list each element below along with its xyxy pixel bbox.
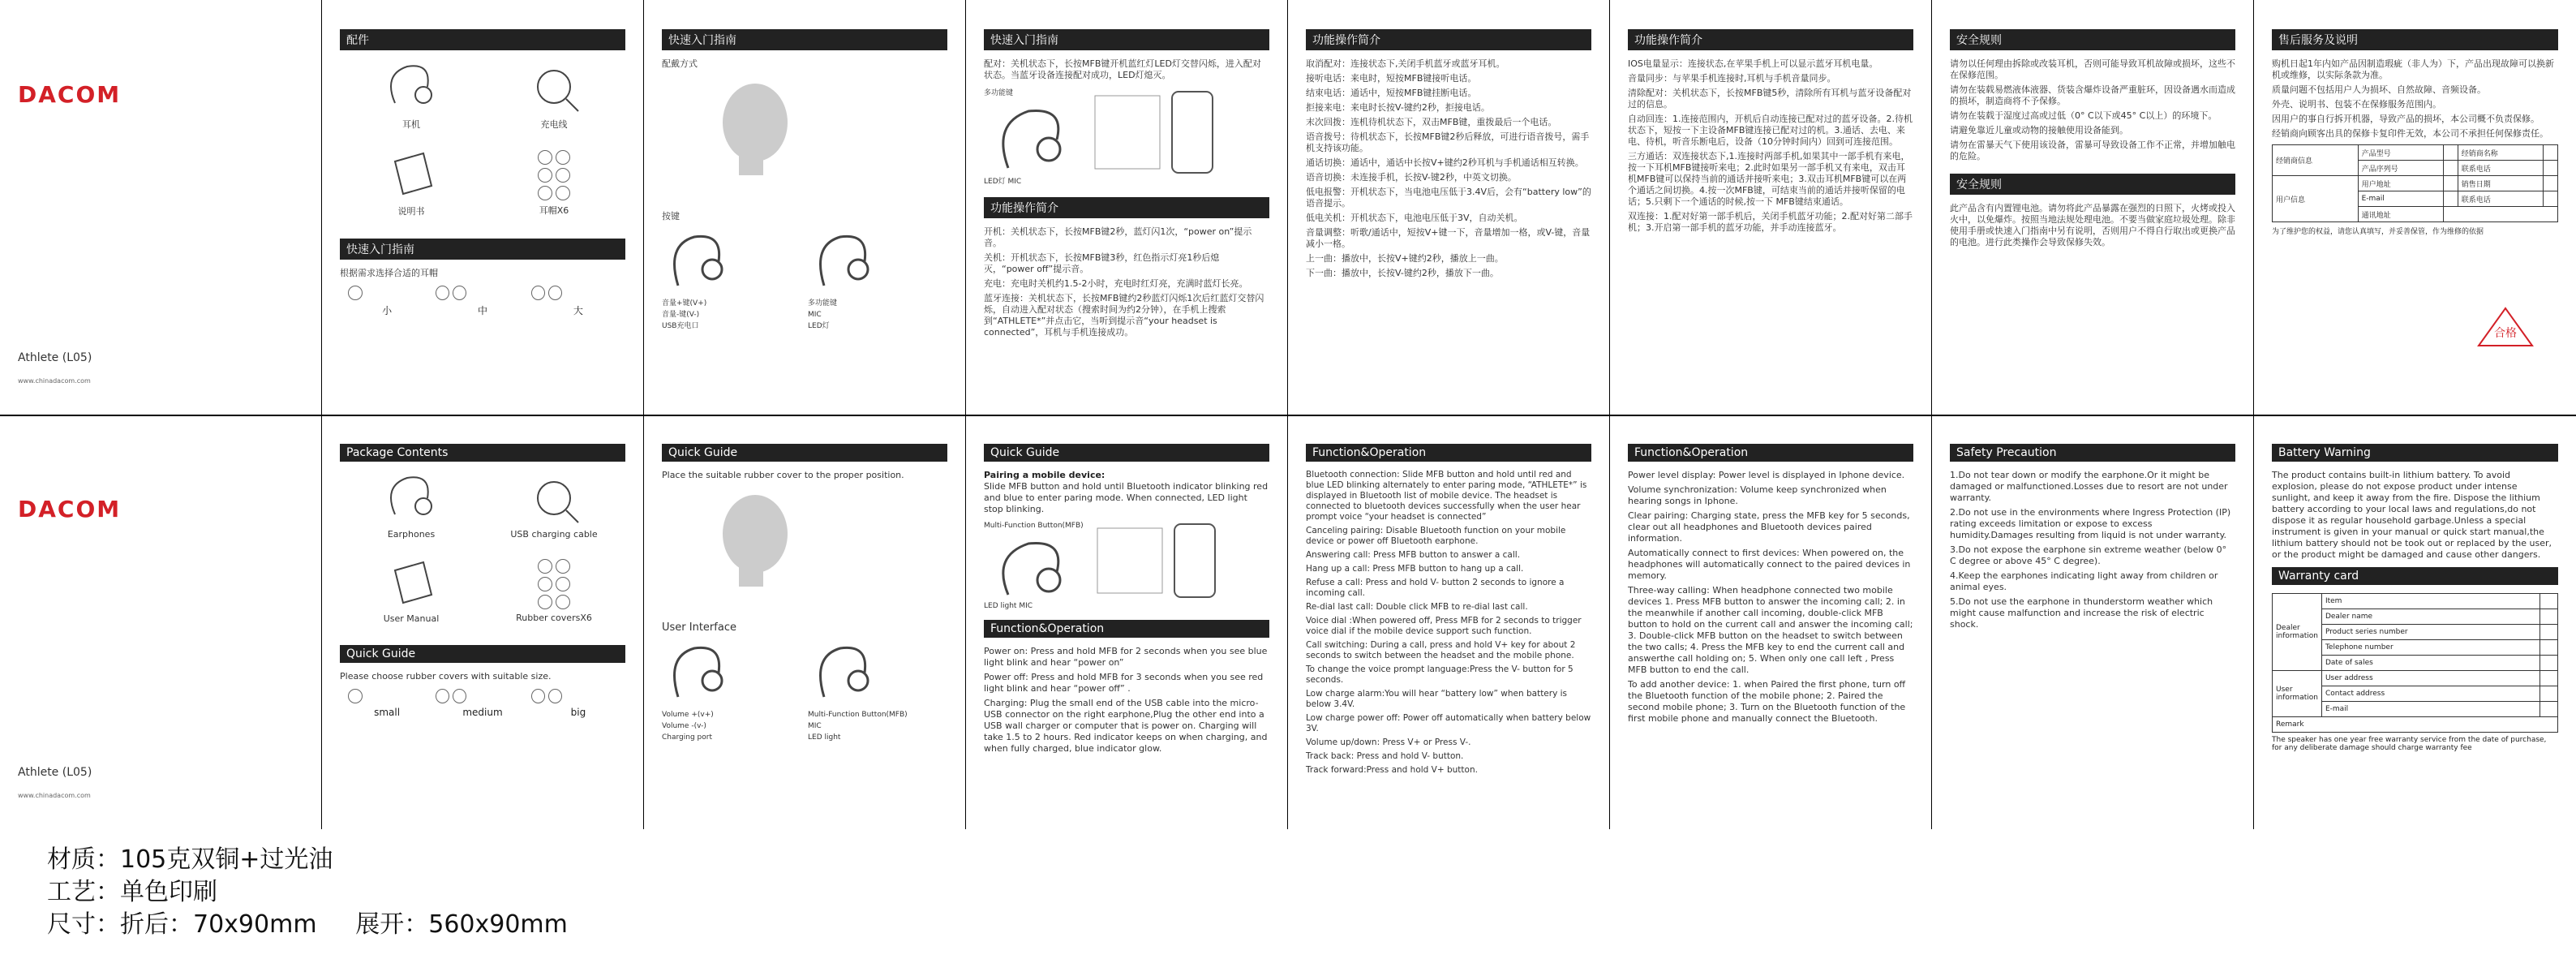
- after-sales-list: 购机日起1年内如产品因制造瑕疵（非人为）下，产品出现故障可以换新机或维修，以实际条款为准。 质量问题不包括用户人为损坏、自然故障、音频设备。 外壳、说明书、包装不在保修服务范围内。 因用户的事自行拆开机器，导致产品的损坏，本公司概不负责保修。 经销商向顾客出具的保修卡复印件无效，本公司不承担任何保修责任。: [2272, 58, 2554, 139]
- qualified-stamp: 合格: [2477, 307, 2534, 347]
- earphone-icon-en: [379, 470, 444, 527]
- cn-function-panel: [1288, 0, 1610, 415]
- accessory-manual: 说明书: [340, 145, 483, 217]
- en-quick-guide-title-2: Quick Guide: [662, 444, 947, 462]
- battery-warning-text: The product contains built-in lithium battery. To avoid explosion, please do not expose product under intense sunlight, and keep it away from the fire. Dispose the lithium battery according to your local laws and regulations,do not dispose it as regular household garbage.Unless a special instrument is given in your manual or quick start manual,the lithium battery should not be took out or replaced by the user, or the product might be damaged and cause other dangers.: [2272, 470, 2552, 560]
- en-placement-text: Place the suitable rubber cover to the proper position.: [662, 470, 904, 480]
- safety-title: 安全规则: [1950, 29, 2235, 50]
- head-illustration-en: [711, 489, 800, 587]
- button-diagram-right: 多功能键 MIC LED灯: [808, 229, 930, 332]
- en-function-list-1: Bluetooth connection: Slide MFB button and hold until red and blue LED blinking alternately to enter paring mode, “ATHLETE*” is displayed in Bluetooth list of mobile device. The headset is connected to bluetooth devices successfully when the user hear prompt voice “your headset is connected” Canceling pairing: Disable Bluetooth function on your mobile device or power off Bluetooth earphone. Answering call: Press MFB button to answer a call. Hang up a call: Press MFB button to hang up a call. Refuse a call: Press and hold V- button 2 seconds to ignore a incoming call. Re-dial last call: Double click MFB to re-dial last call. Voice dial :When powered off, Press MFB for 2 seconds to trigger voice dial if the mobile device support such function. Call switching: During a call, press and hold V+ key for about 2 seconds to switch between the headset and the mobile phone. To change the voice prompt language:Press the V- button for 5 seconds. Low charge alarm:You will hear “battery low” when battery is below 3.4V. Low charge power off: Power off automatically when battery below 3V. Volume up/down: Press V+ or Press V-. Track back: Press and hold V- button. Track forward:Press and hold V+ button.: [1306, 470, 1591, 775]
- en-size-small: small: [340, 689, 434, 718]
- user-interface-label: User Interface: [662, 621, 736, 634]
- battery-safety-title: 安全规则: [1950, 174, 2235, 195]
- en-function-title-small: Function&Operation: [984, 620, 1269, 638]
- en-package-panel: [322, 415, 644, 829]
- safety-list: 请勿以任何理由拆除或改装耳机，否则可能导致耳机故障或损坏，这些不在保修范围。 请勿在装载易燃液体液器、货装含爆炸设备严重脏环，因设备遇水而造成的损坏，制造商将不予保修。 请勿在装载于湿度过高或过低（0° C以下或45° C以上）的环境下。 请避免靠近儿童或动物的接触使用设备能到。 请勿在雷暴天气下使用该设备，雷暴可导致设备工作不正常，并增加触电的危险。: [1950, 58, 2235, 161]
- en-safety-panel: [1932, 415, 2254, 829]
- size-small: 小: [340, 286, 434, 317]
- brand-url-en: www.chinadacom.com: [18, 792, 91, 799]
- en-function-panel: [1288, 415, 1610, 829]
- cable-icon: [522, 58, 586, 115]
- cn-pairing-panel: [966, 0, 1288, 415]
- en-battery-panel: [2254, 415, 2576, 829]
- phone-screen-icon: [1091, 88, 1221, 177]
- quick-guide-title-3: 快速入门指南: [984, 29, 1269, 50]
- earphone-diagram-icon: [662, 229, 727, 294]
- cn-warranty-table: 经销商信息 产品型号 经销商名称 产品序列号 联系电话 用户信息 用户地址 销售日期 E-mail 联系电话 通讯地址: [2272, 144, 2558, 222]
- manual-icon: [379, 145, 444, 202]
- manual-icon-en: [379, 554, 444, 611]
- accessory-cable: 充电线: [483, 58, 625, 131]
- function-title-2: 功能操作简介: [1306, 29, 1591, 50]
- en-quick-guide-title-3: Quick Guide: [984, 444, 1269, 462]
- battery-warning-title: Battery Warning: [2272, 444, 2558, 462]
- en-function-list-2: Power level display: Power level is displayed in Iphone device. Volume synchronization: Volume keep synchronized when hearing songs in Iphone. Clear pairing: Charging state, press the MFB key for 5 seconds, clear out all headphones and Bluetooth devices paired information. Automatically connect to first devices: When powered on, the headphones will automatically connect to the paired devices in memory. Three-way calling: When headphone connected two mobile devices 1. Press MFB button to answer the incoming call; 2. in the meanwhile if another call incoming, double-click MFB button to hold on the current call and answer the incoming call; 3. Double-click MFB button on the headset to switch between the two calls; 4. Press the MFB key to end the current call and answerthe call holding on; 5. When only one call left , Press MFB button to end the call. To add another device: 1. when Paired the first phone, turn off the Bluetooth function of the mobile phone; 2. Paired the second mobile phone; 3. Turn on the Bluetooth function of the first mobile phone and manually connect the Bluetooth.: [1628, 470, 1913, 724]
- en-pair-text: Slide MFB button and hold until Bluetooth indicator blinking red and blue to enter paring mode. When connected, LED light stop blinking.: [984, 481, 1269, 514]
- en-function-title-2: Function&Operation: [1628, 444, 1913, 462]
- en-pairing-panel: [966, 415, 1288, 829]
- size-medium: 中: [436, 286, 530, 317]
- after-sales-title: 售后服务及说明: [2272, 29, 2558, 50]
- chinese-row: [0, 0, 2576, 416]
- function-list-3: IOS电量显示：连接状态,在苹果手机上可以显示蓝牙耳机电量。 音量同步：与苹果手机连接时,耳机与手机音量同步。 清除配对：关机状态下，长按MFB键5秒，清除所有耳机与蓝牙设备配对过的信息。 自动回连：1.连接范围内，开机后自动连接已配对过的蓝牙设备。2.待机状态下，短按一下主设备MFB键连接已配对过的机。3.通话、去电、来电、待机，听音乐断电后，设备（10分钟时间内）回到可连接范围。 三方通话：双连接状态下,1.连接时两部手机,如果其中一部手机有来电，按一下耳机MFB键接听来电；2.此时如果另一部手机又有来电，双击耳机MFB键可以保持当前的通话并接听来电；3.双击耳机MFB键可以在两个通话之间切换。4.按一次MFB键，可结束当前的通话并接听保留的电话；5.只剩下一个通话的时候,按一下 MFB键结束通话。 双连接：1.配对好第一部手机后，关闭手机蓝牙功能；2.配对好第二部手机；3.开启第一部手机的蓝牙功能，并手动连接蓝牙。: [1628, 58, 1913, 233]
- cn-wearing-panel: [644, 0, 966, 415]
- head-illustration: [711, 78, 800, 175]
- cn-warranty-note: 为了维护您的权益，请您认真填写，并妥善保管，作为维修的依据: [2272, 228, 2484, 236]
- cn-function-panel-2: [1610, 0, 1932, 415]
- spec-material: 材质：105克双铜+过光油: [47, 845, 333, 874]
- wearing-label: 配戴方式: [662, 58, 698, 69]
- brand-logo: DACOM: [18, 81, 122, 108]
- package-cable: USB charging cable: [483, 470, 625, 540]
- earphone-diagram-icon-3: [984, 99, 1081, 172]
- function-title-1: 功能操作简介: [984, 197, 1269, 218]
- english-row: [0, 415, 2576, 829]
- earphone-diagram-icon-en-2: [808, 640, 873, 705]
- cn-after-sales-panel: [2254, 0, 2576, 415]
- en-eartip-sizes: [340, 689, 625, 718]
- phone-screen-icon-en: [1093, 520, 1223, 601]
- cn-safety-panel: [1932, 0, 2254, 415]
- earphone-diagram-icon-en: [662, 640, 727, 705]
- en-size-big: big: [531, 689, 625, 718]
- en-cover-panel: [0, 415, 322, 829]
- pairing-diagram: 多功能键 LED灯 MIC: [984, 88, 1269, 187]
- en-function-panel-2: [1610, 415, 1932, 829]
- buttons-label: 按键: [662, 211, 680, 221]
- brand-url: www.chinadacom.com: [18, 377, 91, 385]
- function-list-2: 取消配对：连接状态下,关闭手机蓝牙或蓝牙耳机。 接听电话：来电时，短按MFB键接听电话。 结束电话：通话中，短按MFB键挂断电话。 拒接来电：来电时长按V-键约2秒，拒接电话。 末次回拨：连机待机状态下，双击MFB键，重拨最后一个电话。 语音拨号：待机状态下，长按MFB键2秒后释放，可进行语音拨号，需手机支持该功能。 通话切换：通话中，通话中长按V+键约2秒耳机与手机通话相互转换。 语音切换：未连接手机，长按V-键2秒，中英文切换。 低电报警：开机状态下，当电池电压低于3.4V后，会有“battery low”的语音提示。 低电关机：开机状态下，电池电压低于3V，自动关机。 音量调整：听歌/通话中，短按V+键一下，音量增加一格，或V-键，音量减小一格。 上一曲：播放中，长按V+键约2秒，播放上一曲。 下一曲：播放中，长按V-键约2秒，播放下一曲。: [1306, 58, 1591, 278]
- en-function-title-1: Function&Operation: [1306, 444, 1591, 462]
- en-function-list-small: Power on: Press and hold MFB for 2 seconds when you see blue light blink and hear “power on” Power off: Press and hold MFB for 3 seconds when you see red light blink and hear “power off” . Charging: Plug the small end of the USB cable into the micro-USB connector on the right earphone,Plug the other end into a USB wall charger or computer that is power on. Charging will take 1.5 to 2 hours. Red indicator keeps on when charging, and when fully charged, blue indicator glow.: [984, 646, 1268, 754]
- model-name: Athlete (L05): [18, 351, 92, 364]
- earphone-diagram-icon-en-3: [984, 531, 1081, 596]
- accessories-grid: [340, 58, 625, 217]
- pairing-text: 配对：关机状态下，长按MFB键开机蓝红灯LED灯交替闪烁，进入配对状态。当蓝牙设备连接配对成功，LED灯熄灭。: [984, 58, 1261, 80]
- model-name-en: Athlete (L05): [18, 766, 92, 779]
- earphone-diagram-icon-2: [808, 229, 873, 294]
- size-large: 大: [531, 286, 625, 317]
- spec-process: 工艺：单色印刷: [47, 878, 217, 906]
- en-wearing-panel: [644, 415, 966, 829]
- spec-size: 尺寸：折后：70x90mm 展开：560x90mm: [47, 910, 568, 939]
- cn-cover-panel: [0, 0, 322, 415]
- package-title: Package Contents: [340, 444, 625, 462]
- print-spec: [47, 844, 568, 941]
- en-warranty-table: Dealer information Item Dealer name Product series number Telephone number Date of sales User information User address Contact address E-mail Remark: [2272, 593, 2558, 733]
- brand-logo-en: DACOM: [18, 496, 122, 523]
- function-list-1: 开机：关机状态下，长按MFB键2秒，蓝灯闪1次，“power on”提示音。 关机：开机状态下，长按MFB键3秒，红色指示灯亮1秒后熄灭，“power off”提示音。 充电：充电时关机约1.5-2小时，充电时红灯亮，充满时蓝灯长亮。 蓝牙连接：关机状态下，长按MFB键约2秒蓝灯闪烁1次后红蓝灯交替闪烁，自动进入配对状态（搜索时间为约2分钟），在手机上搜索到“ATHLETE*”并点击它，当听到提示音“your headset is connected”，耳机与手机连接成功。: [984, 226, 1264, 338]
- quick-guide-title: 快速入门指南: [340, 239, 625, 260]
- en-warranty-note: The speaker has one year free warranty service from the date of purchase, for any deliberate damage should charge warranty fee: [2272, 736, 2547, 752]
- package-eartips: Rubber coversX6: [483, 554, 625, 624]
- function-title-3: 功能操作简介: [1628, 29, 1913, 50]
- en-safety-list: 1.Do not tear down or modify the earphone.Or it might be damaged or malfunctioned.Losses due to resort are not under warranty. 2.Do not use in the environments where Ingress Protection (IP) rating exceeds limitation or expose to excess humidity.Damages resulting from liquid is not under warranty. 3.Do not expose the earphone sin extreme weather (below 0° C degree or above 45° C degree). 4.Keep the earphones indicating light away from children or animal eyes. 5.Do not use the earphone in thunderstorm weather which might cause malfunction and increase the risk of electric shock.: [1950, 470, 2231, 630]
- en-size-text: Please choose rubber covers with suitable size.: [340, 671, 552, 682]
- en-safety-title: Safety Precaution: [1950, 444, 2235, 462]
- eartip-sizes: [340, 286, 625, 317]
- en-pairing-diagram: Multi-Function Button(MFB) LED light MIC: [984, 520, 1269, 612]
- package-earphones: Earphones: [340, 470, 483, 540]
- en-button-diagrams: Volume +(v+) Volume -(v-) Charging port Multi-Function Button(MFB) MIC LED light: [662, 640, 947, 743]
- package-grid: [340, 470, 625, 624]
- package-manual: User Manual: [340, 554, 483, 624]
- warranty-card-title: Warranty card: [2272, 567, 2558, 585]
- en-quick-guide-title: Quick Guide: [340, 645, 625, 663]
- accessories-title: 配件: [340, 29, 625, 50]
- accessory-eartips: 耳帽X6: [483, 145, 625, 217]
- cable-icon-en: [522, 470, 586, 527]
- accessory-earphone: 耳机: [340, 58, 483, 131]
- battery-safety-text: 此产品含有内置锂电池。请勿将此产品暴露在强烈的日照下，火烤或投入火中，以免爆炸。按照当地法规处理电池。不要当做家庭垃圾处理。除非使用手册或快速入门指南中另有说明，否则用户不得自行取出或更换产品的电池。进行此类操作会导致保修失效。: [1950, 203, 2235, 247]
- en-pair-heading: Pairing a mobile device:: [984, 470, 1106, 480]
- button-diagram-left: 音量+键(V+) 音量-键(V-) USB充电口: [662, 229, 800, 332]
- button-diagrams: [662, 229, 947, 332]
- earphone-icon: [379, 58, 444, 115]
- quick-guide-title-2: 快速入门指南: [662, 29, 947, 50]
- eartip-size-text: 根据需求选择合适的耳帽: [340, 268, 438, 278]
- cn-accessories-panel: [322, 0, 644, 415]
- en-size-medium: medium: [436, 689, 530, 718]
